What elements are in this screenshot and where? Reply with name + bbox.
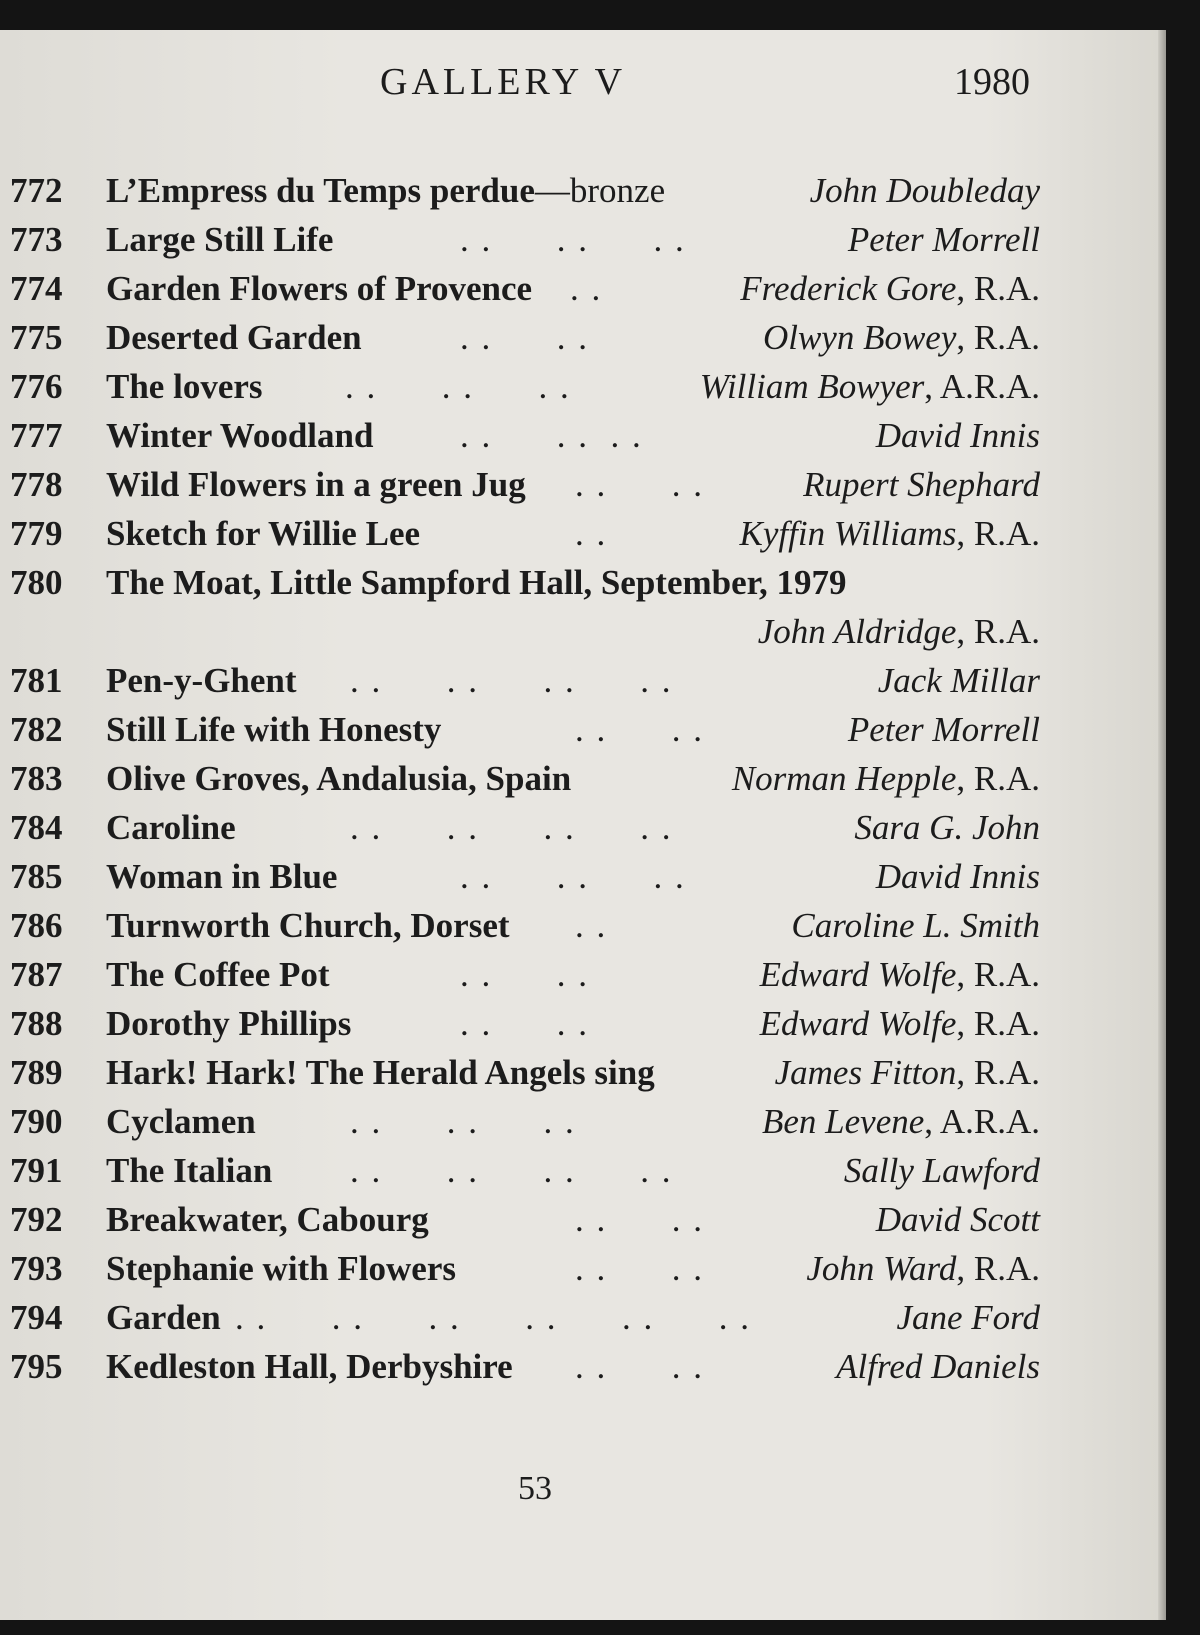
entry-artist: Jack Millar	[877, 661, 1040, 700]
entry-artist: Rupert Shephard	[803, 465, 1040, 504]
entry-artist: Olwyn Bowey, R.A.	[762, 318, 1040, 357]
catalogue-entry	[10, 803, 1040, 853]
entry-number: 790	[10, 1102, 63, 1141]
entry-number: 778	[10, 465, 63, 504]
catalogue-entry	[10, 705, 1040, 755]
entry-number: 784	[10, 808, 63, 847]
entry-number: 774	[10, 269, 63, 308]
entry-artist: David Scott	[875, 1200, 1040, 1239]
dot-leader: . . . .	[460, 1004, 589, 1043]
catalogue-entry-continuation	[10, 607, 1040, 657]
catalogue-entry	[10, 852, 1040, 902]
entry-number: 772	[10, 171, 63, 210]
entry-title: Kedleston Hall, Derbyshire	[106, 1347, 513, 1386]
catalogue-entry	[10, 411, 1040, 461]
entry-title: The Moat, Little Sampford Hall, September, 1979	[106, 563, 847, 602]
catalogue-entry	[10, 1097, 1040, 1147]
entry-medium: —bronze	[534, 171, 666, 210]
entry-title: Woman in Blue	[106, 857, 338, 896]
entry-title: Breakwater, Cabourg	[106, 1200, 429, 1239]
entry-title: Stephanie with Flowers	[106, 1249, 456, 1288]
entry-title: Winter Woodland	[106, 416, 374, 455]
entry-number: 795	[10, 1347, 63, 1386]
catalogue-entry	[10, 558, 1040, 608]
catalogue-entry	[10, 166, 1040, 216]
catalogue-entry	[10, 460, 1040, 510]
entry-number: 782	[10, 710, 63, 749]
entry-title: Deserted Garden	[106, 318, 362, 357]
entry-artist: Norman Hepple, R.A.	[731, 759, 1040, 798]
entry-number: 786	[10, 906, 63, 945]
entry-title: Still Life with Honesty	[106, 710, 442, 749]
dot-leader: . . . . . .	[345, 367, 571, 406]
catalogue-entry	[10, 1048, 1040, 1098]
catalogue-entry	[10, 313, 1040, 363]
dot-leader: . . . . . .	[460, 220, 686, 259]
dot-leader: . .	[575, 906, 608, 945]
entry-artist: Ben Levene, A.R.A.	[762, 1102, 1040, 1141]
dot-leader: . . . . . . . .	[350, 1151, 673, 1190]
entry-artist: William Bowyer, A.R.A.	[699, 367, 1040, 406]
entry-number: 777	[10, 416, 63, 455]
entry-artist: Jane Ford	[896, 1298, 1040, 1337]
entry-title: Olive Groves, Andalusia, Spain	[106, 759, 572, 798]
page-header	[0, 60, 1158, 110]
catalogue-entry	[10, 509, 1040, 559]
entry-number: 788	[10, 1004, 63, 1043]
dot-leader: . . . .	[575, 710, 704, 749]
entry-number: 785	[10, 857, 63, 896]
entry-title: Turnworth Church, Dorset	[106, 906, 510, 945]
entry-title: Caroline	[106, 808, 236, 847]
dot-leader: . . . . . .	[460, 857, 686, 896]
entry-number: 773	[10, 220, 63, 259]
entry-number: 789	[10, 1053, 63, 1092]
dot-leader: . .	[575, 514, 608, 553]
catalogue-entry	[10, 264, 1040, 314]
catalogue-entry	[10, 362, 1040, 412]
catalogue-entry	[10, 1195, 1040, 1245]
dot-leader: . . . . . . . .	[350, 808, 673, 847]
entry-title: Cyclamen	[106, 1102, 256, 1141]
entry-number: 793	[10, 1249, 63, 1288]
entry-artist: Alfred Daniels	[836, 1347, 1040, 1386]
entry-artist: Edward Wolfe, R.A.	[759, 1004, 1040, 1043]
entry-title: Sketch for Willie Lee	[106, 514, 421, 553]
dot-leader: . . . . . .	[350, 1102, 576, 1141]
dot-leader: . . . .	[575, 1200, 704, 1239]
gallery-title: GALLERY V	[380, 61, 627, 103]
catalogue-entry	[10, 999, 1040, 1049]
entry-title: Hark! Hark! The Herald Angels sing	[106, 1053, 655, 1092]
catalogue-year: 1980	[954, 61, 1030, 103]
entry-artist: John Aldridge, R.A.	[757, 612, 1040, 651]
catalogue-entry	[10, 1146, 1040, 1196]
entry-artist: Edward Wolfe, R.A.	[759, 955, 1040, 994]
dot-leader: . . . .	[575, 1249, 704, 1288]
entry-title: Garden Flowers of Provence	[106, 269, 533, 308]
entry-title: L’Empress du Temps perdue—bronze	[106, 171, 666, 210]
entry-artist: David Innis	[875, 857, 1040, 896]
entry-title: Large Still Life	[106, 220, 334, 259]
dot-leader: . . . .	[575, 1347, 704, 1386]
entry-number: 787	[10, 955, 63, 994]
catalogue-entry	[10, 656, 1040, 706]
entry-title: The lovers	[106, 367, 263, 406]
catalogue-entry	[10, 215, 1040, 265]
catalogue-entry	[10, 754, 1040, 804]
dot-leader: . . . . . .	[460, 416, 643, 455]
catalogue-entry	[10, 950, 1040, 1000]
entry-artist: Sally Lawford	[843, 1151, 1040, 1190]
entry-artist: Peter Morrell	[847, 220, 1040, 259]
dot-leader: . . . .	[460, 955, 589, 994]
entry-number: 783	[10, 759, 63, 798]
entry-title: The Italian	[106, 1151, 273, 1190]
entry-title: Garden	[106, 1298, 221, 1337]
catalogue-entry	[10, 1293, 1040, 1343]
entry-number: 779	[10, 514, 63, 553]
entry-artist: Caroline L. Smith	[791, 906, 1040, 945]
entry-number: 776	[10, 367, 63, 406]
entry-artist: James Fitton, R.A.	[774, 1053, 1040, 1092]
entry-title: Dorothy Phillips	[106, 1004, 352, 1043]
catalogue-entry	[10, 1342, 1040, 1392]
page-edge	[1158, 30, 1166, 1620]
entry-title: Pen-y-Ghent	[106, 661, 297, 700]
dot-leader: . . . .	[460, 318, 589, 357]
entry-artist: Peter Morrell	[847, 710, 1040, 749]
entry-artist: Frederick Gore, R.A.	[740, 269, 1040, 308]
dot-leader: . . . . . . . . . . . .	[235, 1298, 751, 1337]
entry-artist: John Ward, R.A.	[806, 1249, 1040, 1288]
entry-artist: David Innis	[875, 416, 1040, 455]
entry-number: 791	[10, 1151, 63, 1190]
entry-artist: John Doubleday	[809, 171, 1040, 210]
entry-number: 780	[10, 563, 63, 602]
entry-title: The Coffee Pot	[106, 955, 330, 994]
page-number: 53	[518, 1470, 552, 1507]
entry-artist: Kyffin Williams, R.A.	[739, 514, 1040, 553]
catalogue-entry	[10, 1244, 1040, 1294]
entry-number: 792	[10, 1200, 63, 1239]
entry-number: 775	[10, 318, 63, 357]
entry-title: Wild Flowers in a green Jug	[106, 465, 526, 504]
entry-number: 781	[10, 661, 63, 700]
entry-artist: Sara G. John	[854, 808, 1040, 847]
dot-leader: . . . . . . . .	[350, 661, 673, 700]
entry-number: 794	[10, 1298, 63, 1337]
dot-leader: . .	[570, 269, 603, 308]
catalogue-entry	[10, 901, 1040, 951]
dot-leader: . . . .	[575, 465, 704, 504]
